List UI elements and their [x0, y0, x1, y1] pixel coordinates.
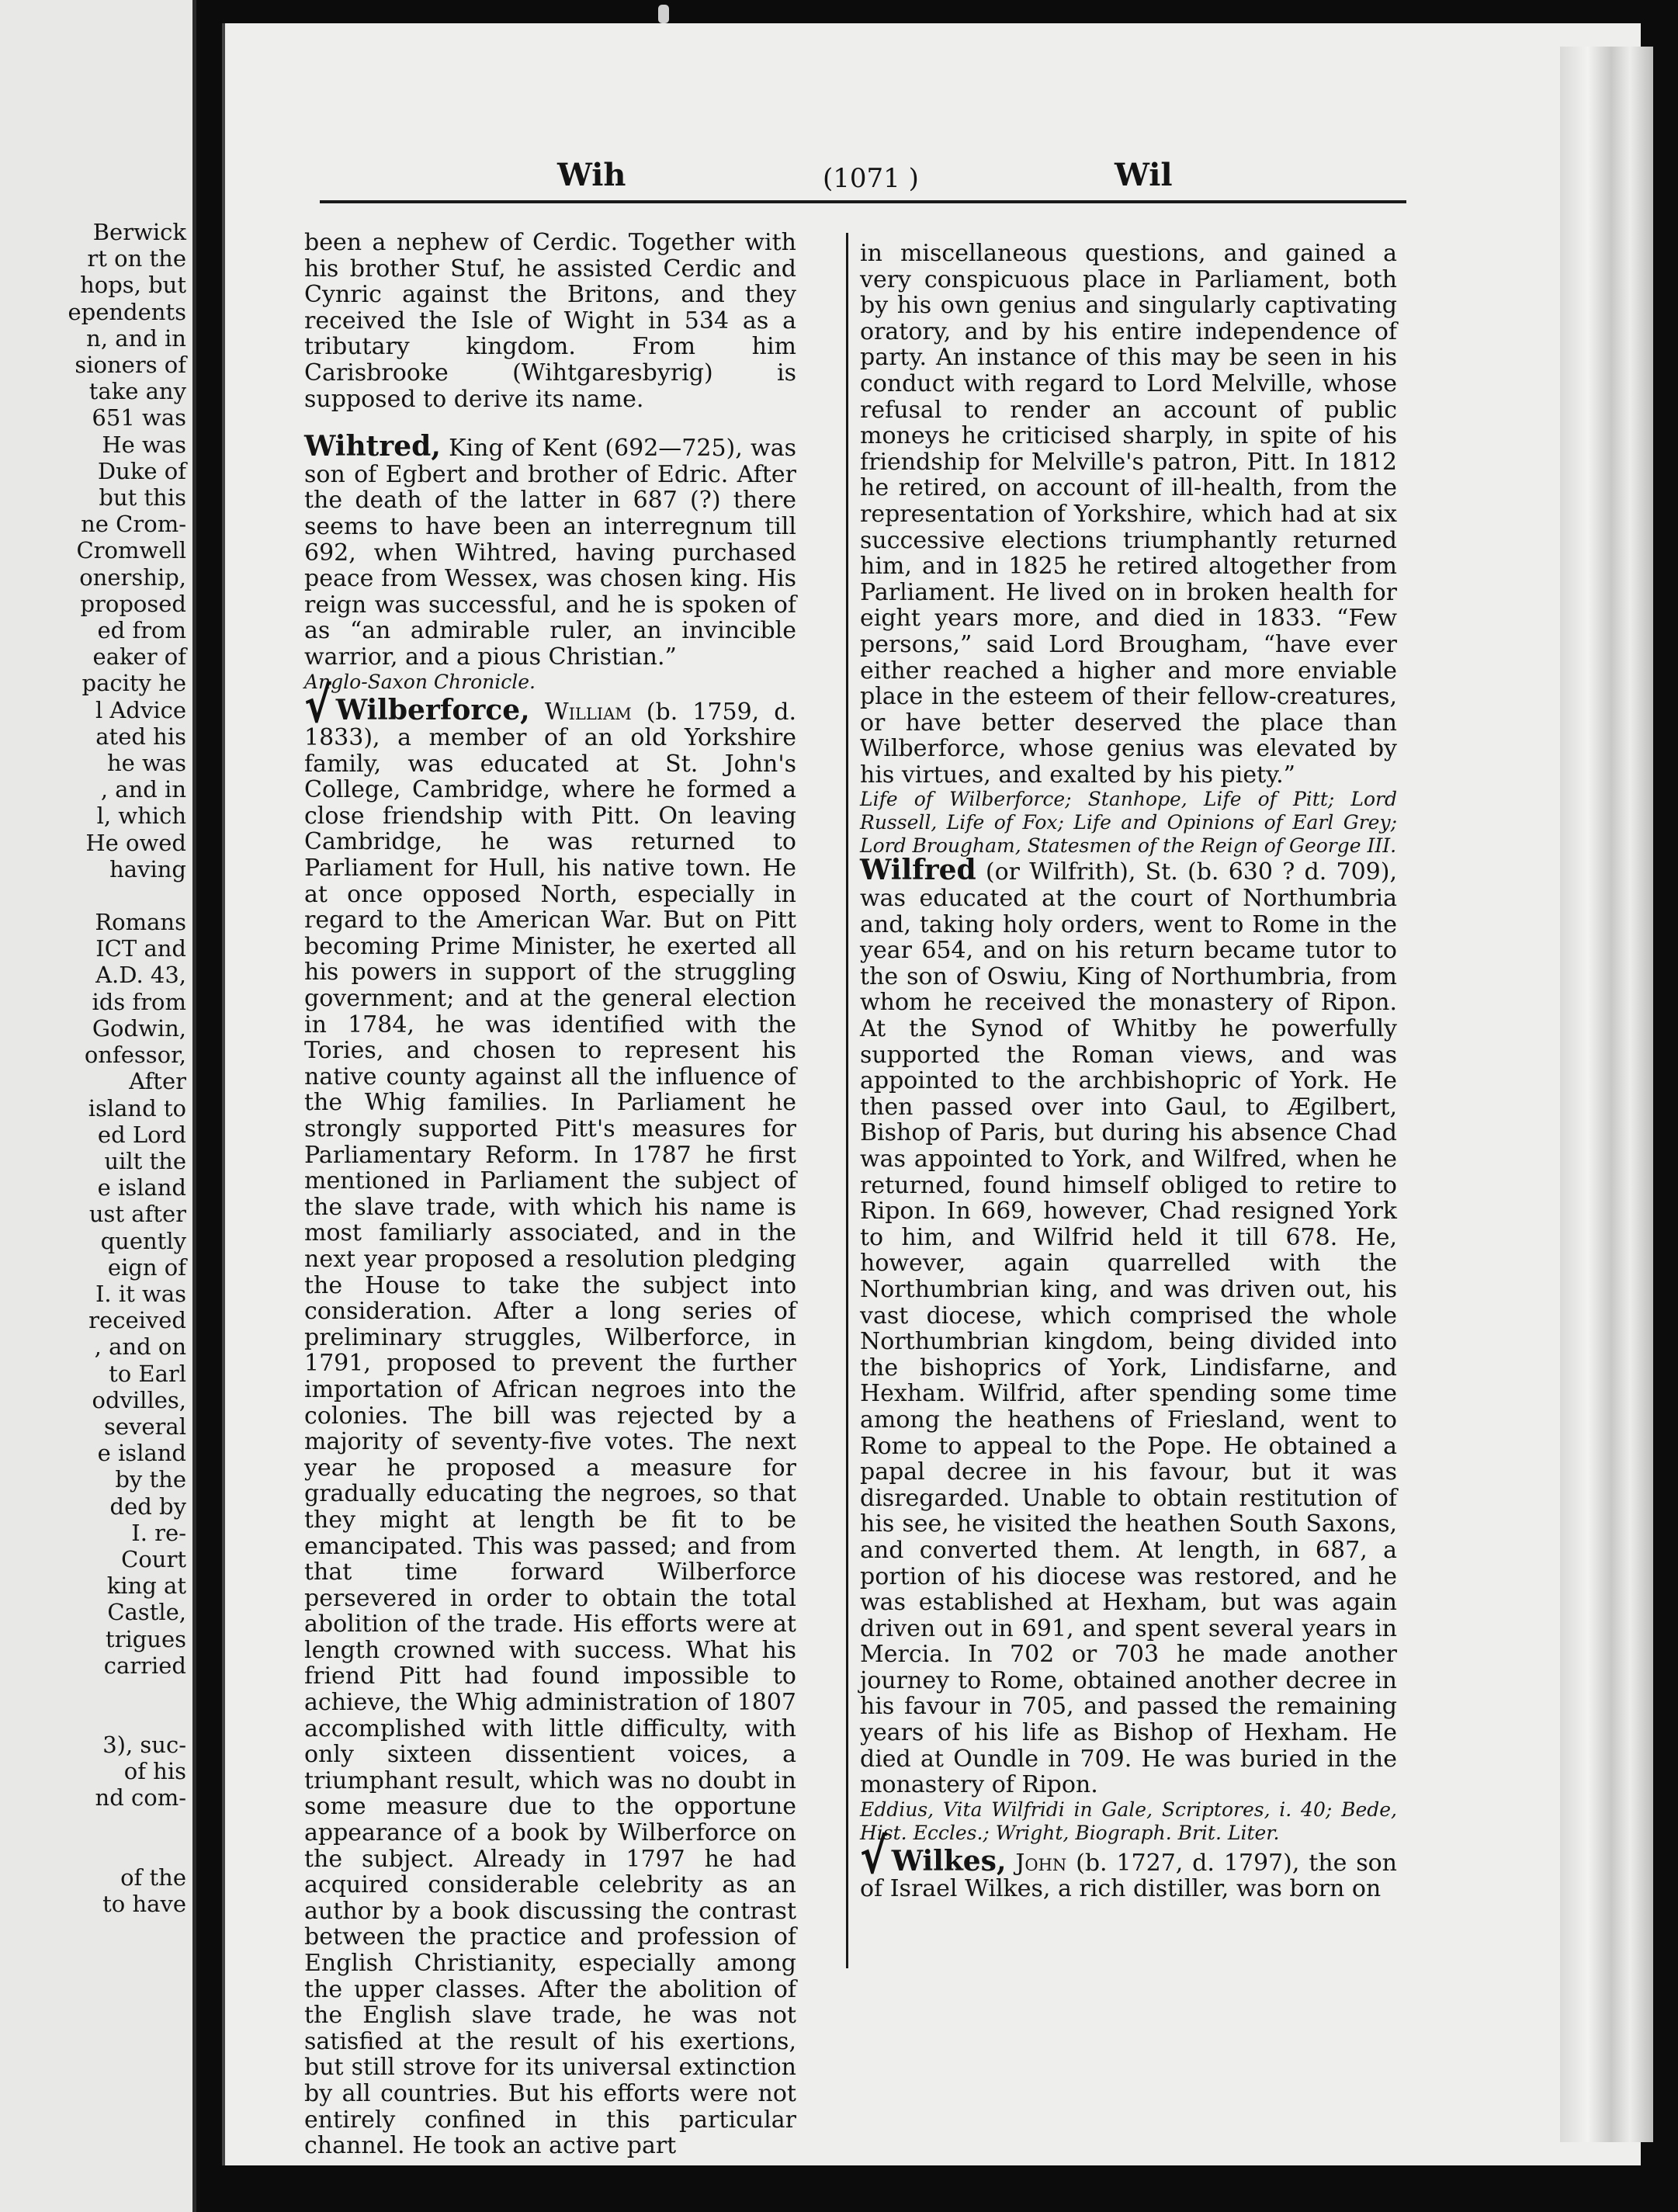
entry-text: was educated at the court of Northumbria and, taking holy orders, went to Rome in the year 654, and on his return became tutor to the son of Oswiu, King of Northumbria, from whom he received the monastery of Ripon. At the Synod of Whitby he powerfully supported the Roman views, and was appointed to the archbishopric of York. He then passed over into Gaul, to Ægilbert, Bishop of Paris, but during his absence Chad was appointed to York, and Wilfred, when he returned, found himself obliged to retire to Ripon. In 669, however, Chad resigned York to him, and Wilfrid held it till 678. He, however, again quarrelled with the Northumbrian king, and was driven out, his vast diocese, which comprised the whole Northumbrian kingdom, being divided into the bishoprics of York, Lindisfarne, and Hexham. Wilfrid, after spending some time among the heathens of Friesland, went to Rome to appeal to the Pope. He obtained a papal decree in his favour, but it was disregarded. Unable to obtain restitution of his see, he visited the heathen South Saxons, and converted them. At length, in 687, a portion of his diocese was restored, and he was established at Hexham, but was again driven out in 691, and spent several years in Mercia. In 702 or 703 he made another journey to Rome, obtained another decree in his favour in 705, and passed the remaining years of his life as Bishop of Hexham. He died at Oundle in 709. He was buried in the monastery of Ripon.: [860, 885, 1397, 1799]
left-page-line: eign of: [107, 1253, 186, 1281]
left-page-line: ependents: [68, 298, 186, 325]
column-right: [860, 241, 1397, 1902]
entry-alt-name: (or Wilfrith), St. (b. 630 ? d. 709),: [976, 858, 1397, 886]
left-page-line: trigues: [105, 1625, 186, 1652]
left-page-line: he was: [106, 750, 186, 777]
left-page-line: , and on: [94, 1333, 186, 1361]
entry-text: King of Kent (692—725), was son of Egbert and brother of Edric. After the death of the latter in 687 (?) there seems to have been an interregnum till 692, when Wihtred, having purchased peace from Wessex, was chosen king. His reign was successful, and he is spoken of as “an admirable ruler, an invincible warrior, and a pious Christian.”: [304, 435, 796, 671]
left-page-line: ust after: [88, 1201, 186, 1228]
entry-forename: John: [1015, 1849, 1067, 1877]
clip-mark: [658, 5, 669, 23]
left-page-line: eaker of: [92, 643, 186, 671]
entry-wilkes: [860, 1829, 1397, 1903]
left-page-line: of his: [123, 1758, 186, 1785]
left-page-line: Castle,: [107, 1599, 186, 1626]
left-page-line: proposed: [80, 590, 186, 617]
entry-source: Anglo-Saxon Chronicle.: [304, 670, 536, 693]
column-left: [304, 230, 796, 2159]
previous-page-fragment: [0, 0, 196, 2212]
left-page-line: take any: [88, 378, 186, 405]
left-page-line: ed from: [97, 617, 186, 644]
entry-text: a member of an old Yorkshire family, was educated at St. John's College, Cambridge, where he formed a close friendship with Pitt. On leaving Cambridge, he was returned to Parliament for Hull, his native town. He at once opposed North, especially in regard to the American War. But on Pitt becoming Prime Minister, he exerted all his powers in support of the struggling government; and at the general election in 1784, he was identified with the Tories, and chosen to represent his native county against all the influence of the Whig families. In Parliament he strongly supported Pitt's measures for Parliamentary Reform. In 1787 he first mentioned in Parliament the subject of the slave trade, with which his name is most familiarly associated, and in the next year proposed a resolution pledging the House to take the subject into consideration. After a long series of preliminary struggles, Wilberforce, in 1791, proposed to prevent the further importation of African negroes into the colonies. The bill was rejected by a majority of seventy-five votes. The next year he proposed a measure for gradually educating the negroes, so that they might at length be fit to be emancipated. This was passed; and from that time forward Wilberforce persevered in order to obtain the total abolition of the trade. His efforts were at length crowned with success. What his friend Pitt had found impossible to achieve, the Whig administration of 1807 accomplished with little difficulty, with only sixteen dissentient voices, a triumphant result, which was no doubt in some measure due to the opportune appearance of a book by Wilberforce on the subject. Already in 1797 he had acquired considerable celebrity as an author by a book discussing the contrast between the practice and profession of English Christianity, especially among the upper classes. After the abolition of the English slave trade, he was not satisfied at the result of his exertions, but still strove for its universal extinction by all countries. But his efforts were not entirely confined in this particular channel. He took an active part: [304, 724, 796, 2160]
entry-headword: Wilberforce,: [335, 693, 530, 726]
left-page-line: He owed: [85, 829, 186, 856]
left-page-line: Court: [121, 1545, 186, 1572]
left-page-line: A.D. 43,: [95, 962, 186, 989]
left-page-line: I. re-: [131, 1519, 186, 1546]
left-page-line: l Advice: [95, 696, 186, 723]
running-head-left: Wih: [557, 157, 626, 193]
left-page-line: to Earl: [109, 1360, 186, 1387]
left-page-line: hops, but: [80, 272, 186, 299]
left-page-line: Cromwell: [76, 537, 186, 564]
entry-references: Eddius, Vita Wilfridi in Gale, Scriptores, i. 40; Bede, Hist. Eccles.; Wright, Biograph. Brit. Liter.: [860, 1798, 1397, 1844]
left-page-line: by the: [115, 1466, 186, 1493]
left-page-line: ICT and: [95, 935, 186, 962]
left-page-line: rt on the: [87, 245, 186, 272]
running-head-right: Wil: [1115, 157, 1173, 193]
left-page-line: island to: [88, 1094, 186, 1122]
wilberforce-continuation: in miscellaneous questions, and gained a very conspicuous place in Parliament, both by his own genius and singularly captivating oratory, and by his entire independence of party. An instance of this may be seen in his conduct with regard to Lord Melville, whose refusal to render an account of public moneys he criticised sharply, in spite of his friendship for Melville's patron, Pitt. In 1812 he retired, on account of ill-health, from the representation of Yorkshire, which had at six successive elections triumphantly returned him, and in 1825 he retired altogether from Parliament. He lived on in broken health for eight years more, and died in 1833. “Few persons,” said Lord Brougham, “have ever either reached a higher and more enviable place in the esteem of their fellow-creatures, or have better deserved the place than Wilberforce, whose genius was elevated by his virtues, and exalted by his piety.”: [860, 240, 1397, 789]
left-page-line: having: [109, 855, 186, 882]
entry-headword: Wilfred: [860, 854, 976, 887]
left-page-line: l, which: [96, 803, 186, 830]
left-page-line: Godwin,: [92, 1014, 186, 1042]
left-page-line: Berwick: [92, 219, 186, 245]
fragment-group-b: [0, 909, 186, 1679]
cerdic-continuation: been a nephew of Cerdic. Together with his brother Stuf, he assisted Cerdic and Cynric against the Britons, and they received the Isle of Wight in 534 as a tributary kingdom. From him Carisbrooke (Wihtgaresbyrig) is supposed to derive its name.: [304, 229, 796, 413]
left-page-line: 3), suc-: [102, 1731, 186, 1758]
entry-text: the son of Israel Wilkes, a rich distiller, was born on: [860, 1849, 1397, 1903]
page-number: (1071 ): [823, 163, 919, 194]
entry-headword: Wilkes,: [891, 1844, 1007, 1877]
entry-dates: (b. 1759, d. 1833),: [304, 698, 796, 752]
left-page-line: carried: [103, 1652, 186, 1679]
left-page-line: ids from: [92, 988, 186, 1015]
left-page-line: I. it was: [95, 1280, 186, 1307]
left-page-line: quently: [100, 1227, 186, 1254]
left-page-line: of the: [120, 1864, 186, 1891]
entry-forename: William: [544, 698, 632, 726]
previous-page-column: [0, 219, 186, 1917]
left-page-line: uilt the: [104, 1147, 186, 1174]
left-page-line: ed Lord: [97, 1121, 186, 1148]
check-mark-icon: √: [860, 1829, 887, 1885]
left-page-line: pacity he: [81, 670, 186, 697]
left-page-line: ded by: [109, 1493, 186, 1520]
entry-headword: Wihtred,: [304, 430, 441, 463]
fragment-group-a: [0, 219, 186, 882]
page-edge: [1560, 47, 1653, 2142]
left-page-line: ne Crom-: [81, 511, 186, 538]
left-page-line: but this: [99, 484, 186, 511]
header-rule: [320, 200, 1406, 203]
left-page-line: nd com-: [95, 1784, 186, 1812]
left-page-line: , and in: [100, 776, 186, 803]
left-page-line: e island: [97, 1440, 186, 1467]
left-page-line: king at: [106, 1572, 186, 1600]
left-page-line: ated his: [95, 723, 186, 750]
left-page-line: onership,: [79, 563, 186, 591]
left-page-line: received: [88, 1307, 186, 1334]
left-page-line: After: [129, 1068, 186, 1095]
fragment-group-d: [0, 1864, 186, 1917]
entry-wihtred: [304, 430, 796, 671]
left-page-line: onfessor,: [84, 1042, 186, 1069]
fragment-group-c: [0, 1732, 186, 1812]
left-page-line: 651 was: [92, 404, 186, 432]
left-page-line: He was: [102, 431, 186, 458]
left-page-line: odvilles,: [92, 1386, 186, 1413]
left-page-line: Duke of: [97, 457, 186, 484]
left-page-line: several: [103, 1413, 186, 1440]
left-page-line: e island: [97, 1174, 186, 1201]
left-page-line: Romans: [95, 909, 186, 936]
left-page-line: to have: [102, 1890, 186, 1917]
left-page-line: sioners of: [75, 352, 186, 379]
entry-dates: (b. 1727, d. 1797),: [1066, 1849, 1300, 1877]
left-page-line: n, and in: [86, 324, 186, 352]
check-mark-icon: √: [304, 678, 331, 734]
column-rule: [846, 233, 848, 1968]
entry-wilfred: [860, 854, 1397, 1799]
entry-references: Life of Wilberforce; Stanhope, Life of Pitt; Lord Russell, Life of Fox; Life and Opinions of Earl Grey; Lord Brougham, Statesmen of the Reign of George III.: [860, 788, 1397, 858]
